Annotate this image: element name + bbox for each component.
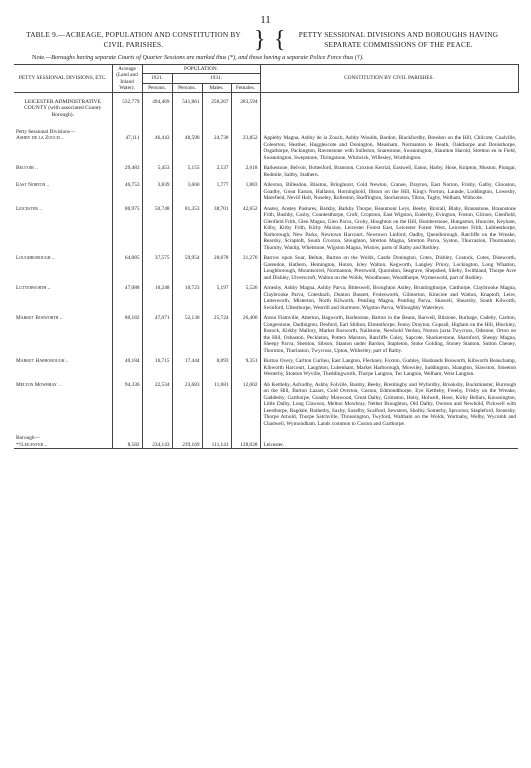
division-acreage: 40,753: [112, 182, 142, 202]
division-row: [14, 206, 518, 252]
division-acreage: 29,483: [112, 165, 142, 178]
group-heading: Petty Sessional Divisions—: [16, 128, 76, 135]
division-parishes: Aston Flamville, Atterton, Bagworth, Barlestone, Barton in the Beans, Barwell, Bilstone, Burbage, Cadeby, Carlton, Congerstone, Dadlington, Desford, Earl Shilton, Elmesthorpe, Fenny Drayton, Gopsall, Higham on the Hill, Hinckley, Ibstock, Kirkby Mallory, Market Bosworth, Nailstone, Newbold Verdon, Norton juxta Twycross, Odstone, Orton on the Hill, Osbaston, Peckleton, Potters Marston, Ratcliffe Culey, Sapcote, Shackerstone, Sharnford, Sheepy Magna, Sheepy Parva, Shenton, Sibson, Stanton under Bardon, Stapleton, Stoke Golding, Stoney Stanton, Sutton Cheney, Thornton, Thurlaston, Twycross, Upton, Witherley, part of Ratby.: [260, 315, 518, 354]
header-1931: 1931.: [172, 74, 260, 83]
division-parishes: Ab Kettleby, Asfordby, Ashby Folville, Barsby, Beeby, Brentingby and Wyfordby, Brooksby, Buckminster, Burrough on the Hill, Burton Lazars, Cold Overton, Coston, Edmondthorpe, Eye Kettleby, Freeby, Frisby on the Wreake, Gaddesby, Garthorpe, Goadby Marwood, Great Dalby, Grimston, Hoby, Holwell, Hose, Kirby Bellars, Knossington, Little Dalby, Long Clawson, Melton Mowbray, Nether Broughton, Old Dalby, Owston and Newbold, Pickwell with Leesthorpe, Ragdale, Rotherby, Saxby, Saxelby, Scalford, Sewstern, Sholby, Somerby, Sproxton, Stapleford, Stonesby, Thorpe Arnold, Thorpe Satchville, Thrussington, Twyford, Waltham on the Wolds, Wartnaby, Welby, Wycomb and Chadwell, Wymondham. Lands common to Coston and Garthorpe.: [260, 382, 518, 428]
division-persons-1921: 47,071: [142, 315, 172, 354]
county-persons-1931: 541,861: [172, 99, 202, 129]
division-persons-1931: 23,683: [172, 382, 202, 428]
division-name: Loughborough ..: [16, 255, 55, 262]
division-persons-1931: 239,169: [172, 442, 202, 449]
division-persons-1931: 10,723: [172, 285, 202, 311]
title-left: TABLE 9.—ACREAGE, POPULATION AND CONSTITUTION BY CIVIL PARISHES.: [26, 30, 241, 49]
division-persons-1931: 5,155: [172, 165, 202, 178]
division-persons-1931: 52,130: [172, 315, 202, 354]
header-persons-1931: Persons.: [172, 83, 202, 92]
division-persons-1921: 5,453: [142, 165, 172, 178]
division-persons-1931: 59,954: [172, 255, 202, 281]
division-row: [14, 382, 518, 428]
division-females: 31,276: [231, 255, 260, 281]
division-females: 9,351: [231, 358, 260, 378]
county-name: LEICESTER ADMINISTRATIVE COUNTY (with associated County Borough).: [24, 98, 102, 118]
division-females: 128,028: [231, 442, 260, 449]
division-acreage: 80,182: [112, 315, 142, 354]
division-persons-1921: 50,748: [142, 206, 172, 252]
division-persons-1921: 22,534: [142, 382, 172, 428]
division-name: Ashby de la Zouch ..: [16, 135, 64, 142]
division-parishes: Allexton, Billesdon, Blaston, Bringhurst, Cold Newton, Cranoe, Drayton, East Norton, Frisby, Galby, Glooston, Goadby, Great Easton, Hallaton, Horninghold, Illston on the Hill, King's Norton, Launde, Loddington, Lowesby, Marefield, Nevill Holt, Noseley, Rolleston, Skeffington, Stockerston, Tilton, Tugby, Welham, Withcote.: [260, 182, 518, 202]
division-females: 5,526: [231, 285, 260, 311]
division-name: Belvoir ..: [16, 165, 38, 172]
borough-heading: Borough—: [16, 435, 40, 442]
division-name: Lutterworth ..: [16, 285, 51, 292]
brace-left-icon: }: [254, 27, 266, 53]
division-row: [14, 315, 518, 354]
division-name: Market Harborough ..: [16, 358, 69, 365]
division-males: 38,701: [202, 206, 231, 252]
division-persons-1921: 37,575: [142, 255, 172, 281]
table-body: [14, 93, 518, 449]
division-males: 11,681: [202, 382, 231, 428]
division-row: [14, 255, 518, 281]
division-acreage: 40,184: [112, 358, 142, 378]
division-acreage: 47,111: [112, 135, 142, 161]
division-parishes: Barkestone, Belvoir, Bottesford, Branston, Croxton Kerrial, Eastwell, Eaton, Harby, Hose, Knipton, Muston, Plungar, Redmile, Saltby, Stathern.: [260, 165, 518, 178]
division-row: [14, 285, 518, 311]
division-acreage: 8,582: [112, 442, 142, 449]
division-males: 5,197: [202, 285, 231, 311]
division-parishes: Leicester.: [260, 442, 518, 449]
header-females: Females.: [231, 83, 260, 92]
table-note: [32, 54, 512, 61]
division-name: Melton Mowbray ..: [16, 381, 61, 388]
division-parishes: Arnesby, Ashby Magna, Ashby Parva, Bitteswell, Broughton Astley, Bruntingthorpe, Catthorpe, Claybrooke Magna, Claybrooke Parva, Cotesbach, Dunton Bassett, Frolesworth, Gilmorton, Kimcote and Walton, Knaptoft, Leire, Lutterworth, Misterton, North Kilworth, Peatling Magna, Peatling Parva, Shawell, Shearsby, South Kilworth, Swinford, Ullesthorpe, Westrill and Starmore, Wigston Parva, Willoughby Waterleys.: [260, 285, 518, 311]
division-females: 1,883: [231, 182, 260, 202]
header-acreage: Acreage (Land and Inland Water).: [112, 65, 142, 93]
division-name: *†Leicester ..: [14, 442, 112, 449]
division-persons-1921: 16,715: [142, 358, 172, 378]
division-persons-1921: 46,443: [142, 135, 172, 161]
header-persons-1921: Persons.: [142, 83, 172, 92]
division-acreage: 64,085: [112, 255, 142, 281]
division-females: 12,002: [231, 382, 260, 428]
note-label: Note.: [32, 54, 46, 61]
division-acreage: 94,336: [112, 382, 142, 428]
division-persons-1921: 234,143: [142, 442, 172, 449]
county-acreage: 532,779: [112, 99, 142, 129]
header-constitution: CONSTITUTION BY CIVIL PARISHES.: [260, 65, 518, 93]
division-males: 8,093: [202, 358, 231, 378]
division-males: 111,141: [202, 442, 231, 449]
division-acreage: 80,975: [112, 206, 142, 252]
header-division: PETTY SESSIONAL DIVISIONS, ETC.: [14, 65, 112, 93]
division-parishes: Anstey, Anstey Pastures, Barkby, Barkby Thorpe, Beaumont Leys, Beeby, Birstall, Blaby, Braunstone, Braunstone Frith, Bushby, Cosby, Countesthorpe, Croft, Cropston, East Wigston, Enderby, Evington, Foston, Gilroes, Glenfield, Glenfield Frith, Glen Magna, Glen Parva, Groby, Houghton on the Hill, Humberstone, Hungarton, Huncote, Keyham, Kilby, Kirby Frith, Kirby Muxloe, Leicester Forest East, Leicester Forest West, Leicester Frith, Lubbesthorpe, Narborough, New Parks, Newtown Harcourt, Newtown Linford, Oadby, Queniborough, Ratcliffe on the Wreake, Rearsby, Scraptoft, South Croxton, Stoughton, Stretton Magna, Stretton Parva, Syston, Thurcaston, Thurmaston, Thurnby, Wanlip, Whetstone, Wigston Magna, Wistow, parts of Ratby and Rothley.: [260, 206, 518, 252]
division-males: 25,724: [202, 315, 231, 354]
division-row: [14, 165, 518, 178]
division-females: 2,618: [231, 165, 260, 178]
header-males: Males.: [202, 83, 231, 92]
county-males: 258,267: [202, 99, 231, 129]
title-right: PETTY SESSIONAL DIVISIONS AND BOROUGHS HAVING SEPARATE COMMISSIONS OF THE PEACE.: [298, 30, 499, 49]
header-population: POPULATION.: [142, 65, 260, 74]
division-persons-1921: 10,248: [142, 285, 172, 311]
division-name: Market Bosworth ..: [16, 315, 63, 322]
note-text: —Boroughs having separate Courts of Quarter Sessions are marked thus (*), and those having a separate Police Force thus (†).: [45, 54, 364, 61]
division-males: 1,777: [202, 182, 231, 202]
borough-row: [14, 442, 518, 449]
division-persons-1931: 3,660: [172, 182, 202, 202]
division-acreage: 47,088: [112, 285, 142, 311]
population-table: [14, 64, 519, 449]
division-parishes: Burton Overy, Carlton Curlieu, East Langton, Fleckney, Foxton, Gumley, Husbands Bosworth, Kibworth Beauchamp, Kibworth Harcourt, Laughton, Lubenham, Market Harborough, Mowsley, Saddington, Shangton, Slawston, Smeeton Westerby, Stonton Wyville, Theddingworth, Thorpe Langton, Tur Langton, Welham, West Langton.: [260, 358, 518, 378]
brace-right-icon: {: [274, 27, 286, 53]
division-row: [14, 182, 518, 202]
division-persons-1931: 81,353: [172, 206, 202, 252]
division-females: 42,652: [231, 206, 260, 252]
division-parishes: Barrow upon Soar, Belton, Burton on the Wolds, Castle Donington, Cotes, Dishley, Costock, Cotes, Diseworth, Garendon, Hathern, Hemington, Hoton, Isley Walton, Kegworth, Langley Priory, Lockington, Long Whatton, Loughborough, Mountsorrel, Normanton, Prestwold, Quorndon, Seagrave, Shepshed, Sileby, Swithland, Thorpe Acre and Dishley, Ulverscroft, Walton on the Wolds, Woodhouse, Woodthorpe, Wymeswold, part of Rothley.: [260, 255, 518, 281]
division-females: 26,406: [231, 315, 260, 354]
county-row: [14, 99, 518, 129]
county-females: 283,594: [231, 99, 260, 129]
header-1921: 1921.: [142, 74, 172, 83]
division-row: [14, 135, 518, 161]
county-persons-1921: 494,469: [142, 99, 172, 129]
division-row: [14, 358, 518, 378]
division-persons-1931: 17,444: [172, 358, 202, 378]
division-females: 23,852: [231, 135, 260, 161]
division-males: 24,738: [202, 135, 231, 161]
page-number: 11: [260, 14, 271, 26]
division-name: Leicester ..: [16, 205, 42, 212]
division-males: 28,678: [202, 255, 231, 281]
division-parishes: Appleby Magna, Ashby de la Zouch, Ashby Woulds, Bardon, Blackfordby, Breedon on the Hill, Chilcote, Coalville, Coleorton, Heather, Hugglescote and Donington, Measham, Normanton le Heath, Oakthorpe and Donisthorpe, Osgathorpe, Packington, Ravenstone with Snibston, Snarestone, Swannington, Staunton Harold, Stretton en le Field, Swannington, Swepstone, Thringstone, Whitwick, Willesley, Worthington.: [260, 135, 518, 161]
division-males: 2,537: [202, 165, 231, 178]
division-name: East Norton ..: [16, 182, 50, 189]
division-persons-1921: 3,839: [142, 182, 172, 202]
division-persons-1931: 48,590: [172, 135, 202, 161]
